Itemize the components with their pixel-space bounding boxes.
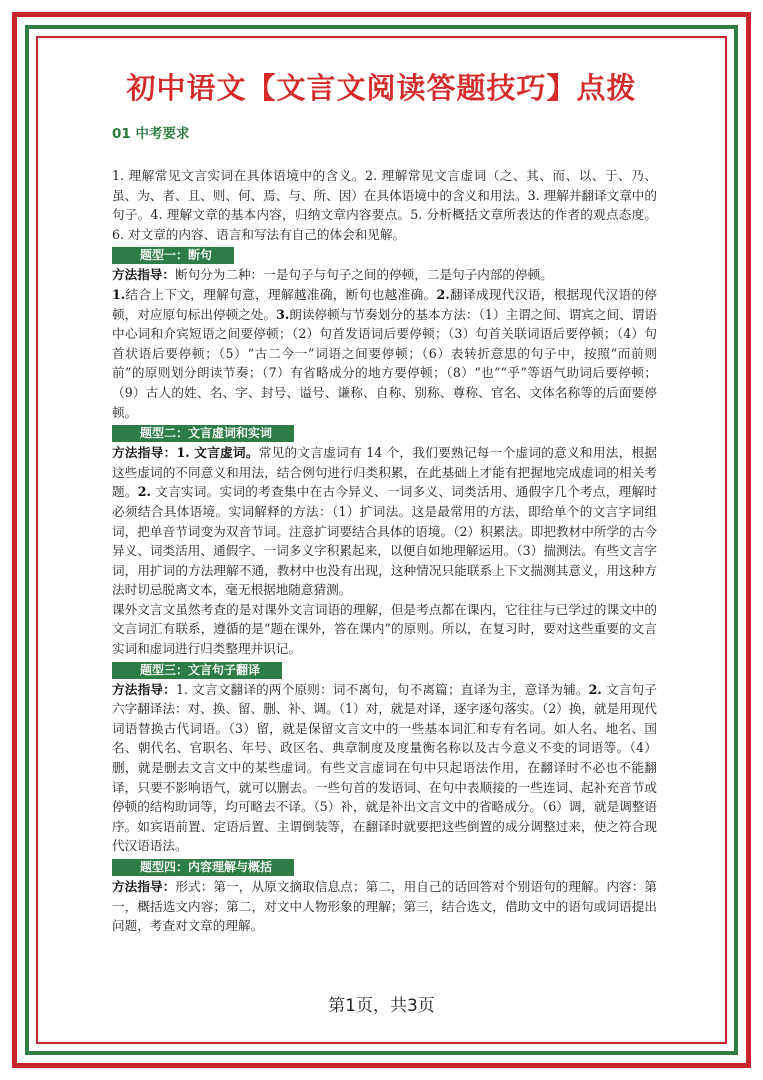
type1-guide-text: 断句分为二种：一是句子与句子之间的停顿，二是句子内部的停顿。 — [174, 267, 553, 283]
page-number: 第1页，共3页 — [328, 996, 435, 1016]
type2-guide — [112, 443, 657, 600]
spacer — [112, 152, 657, 166]
requirements-paragraph: 1. 理解常见文言实词在具体语境中的含义。2. 理解常见文言虚词（之、其、而、以、于、乃、虽、为、者、且、则、何、焉、与、所、因）在具体语境中的含义和用法。3. 理解并翻译文章中的句子。4. 理解文章的基本内容，归纳文章内容要点。5. 分析概括文章所表达的作者的观点态度。6. 对文章的内容、语言和写法有自己的体会和见解。 — [112, 168, 657, 242]
type1-text-1: 结合上下文，理解句意，理解越准确，断句也越准确。 — [125, 286, 437, 302]
type2-sub2-label: 2. — [137, 484, 151, 500]
type4-guide — [112, 877, 657, 936]
type4-guide-label: 方法指导： — [112, 879, 176, 894]
type1-methods — [112, 285, 657, 422]
type2-extra: 课外文言文虽然考查的是对课外文言词语的理解，但是考点都在课内，它往往与已学过的课文中的文言词汇有联系，遵循的是“题在课外，答在课内”的原则。所以，在复习时，要对这些重要的文言实词和虚词进行归类整理并识记。 — [112, 601, 657, 657]
type1-label-2: 2. — [436, 286, 450, 302]
type2-text-2: 文言实词。实词的考查集中在古今异义、一词多义、词类活用、通假字几个考点，理解时必须结合具体语境。实词解释的方法：（1）扩词法。这是最常用的方法，即给单个的文言字词组词，把单音节词变为双音节词。注意扩词要结合具体的语境。（2）积累法。即把教材中所学的古今异义、词类活用、通假字、一词多义字积累起来，以便自如地理解运用。（3）揣测法。有些文言字词，用扩词的方法理解不通，教材中也没有出现，这种情况只能联系上下文揣测其意义，用这种方法时切忌脱离文本，毫无根据地随意猜测。 — [112, 484, 657, 598]
type2-text-1: 常见的文言虚词有 14 个，我们要熟记每一个虚词的意义和用法，根据这些虚词的不同意义和用法，结合例句进行归类积累，在此基础上才能有把握地完成虚词的相关考题。 — [112, 445, 657, 500]
type2-tag: 题型二：文言虚词和实词 — [112, 425, 294, 442]
type4-tag: 题型四：内容理解与概括 — [112, 859, 294, 876]
type1-guide — [112, 265, 657, 285]
type4-text: 形式：第一，从原文摘取信息点；第二，用自己的话回答对个别语句的理解。内容：第一，概括选文内容；第二，对文中人物形象的理解；第三，结合选文，借助文中的语句或词语提出问题，考查对文章的理解。 — [112, 879, 658, 934]
type2-sub1-label: 1. 文言虚词。 — [176, 445, 259, 461]
type3-guide-label: 方法指导： — [112, 681, 176, 697]
section-heading: 01 中考要求 — [112, 126, 190, 142]
document-body — [112, 122, 657, 936]
type1-label-1: 1. — [112, 286, 126, 302]
type3-text-1: 1. 文言文翻译的两个原则：词不离句，句不离篇；直译为主，意译为辅。 — [175, 681, 589, 697]
type3-sub2-label: 2. — [588, 681, 602, 697]
type3-tag: 题型三：文言句子翻译 — [112, 662, 282, 679]
type1-tag: 题型一：断句 — [112, 247, 234, 264]
page-title: 初中语文【文言文阅读答题技巧】点拨 — [126, 71, 637, 105]
type2-guide-label: 方法指导： — [112, 445, 177, 461]
type3-guide — [112, 680, 657, 856]
type1-text-3: 朗读停顿与节奏划分的基本方法：（1）主谓之间、谓宾之间、谓语中心词和介宾短语之间要停顿；（2）句首发语词后要停顿；（3）句首关联词语后要停顿；（4）句首状语后要停顿；（5）“古二今一”词语之间要停顿；（6）表转折意思的句子中，按照“而前则前”的原则划分朗读节奏；（7）有省略成分的地方要停顿；（8）“也”“乎”等语气助词后要停顿；（9）古人的姓、名、字、封号、谥号、谦称、自称、别称、尊称、官名、文体名称等的后面要停顿。 — [112, 306, 657, 420]
type3-text-2: 文言句子六字翻译法：对、换、留、删、补、调。（1）对，就是对译，逐字逐句落实。（2）换，就是用现代词语替换古代词语。（3）留，就是保留文言文中的一些基本词汇和专有名词。如人名、地名、国名、朝代名、官职名、年号、政区名、典章制度及度量衡名称以及古今意义不变的词语等。（4）删，就是删去文言文中的某些虚词。有些文言虚词在句中只起语法作用，在翻译时不必也不能翻译，只要不影响语气，就可以删去。一些句首的发语词、在句中表顺接的一些连词、起补充音节或停顿的结构助词等，均可略去不译。（5）补，就是补出文言文中的省略成分。（6）调，就是调整语序。如宾语前置、定语后置、主谓倒装等，在翻译时就要把这些倒置的成分调整过来，使之符合现代汉语语法。 — [112, 681, 657, 854]
type1-guide-label: 方法指导： — [112, 267, 175, 283]
type1-label-3: 3. — [276, 306, 290, 322]
type1-text-2: 翻译成现代汉语，根据现代汉语的停顿，对应原句标出停顿之处。 — [112, 286, 658, 322]
